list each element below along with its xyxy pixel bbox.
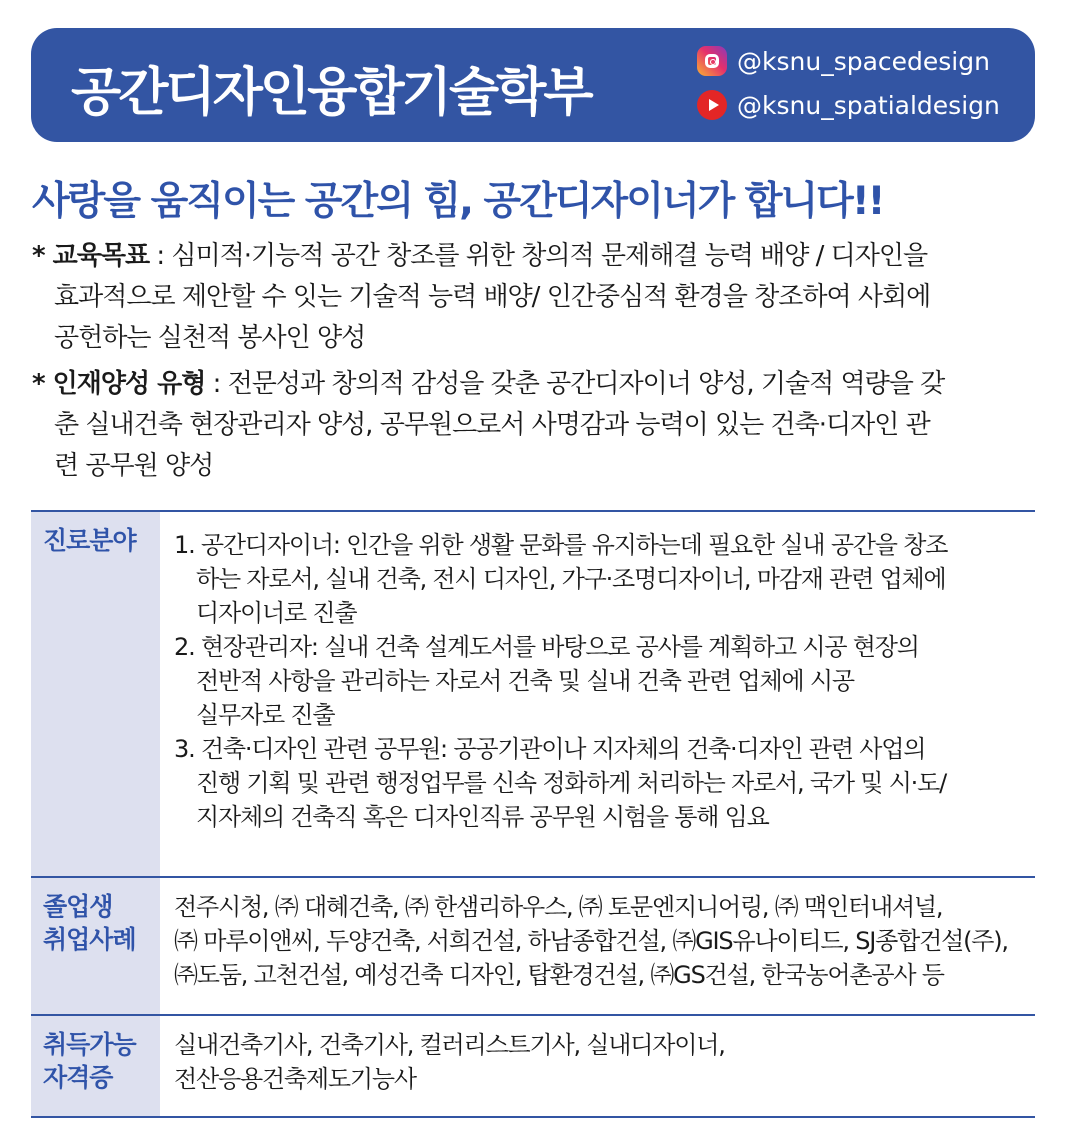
employment-head: [31, 878, 160, 1014]
employment-head-line: 졸업생: [43, 892, 113, 921]
career-content: [160, 512, 1035, 876]
certs-head-line: 자격증: [43, 1063, 113, 1092]
career-line: 지자체의 건축직 혹은 디자인직류 공무원 시험을 통해 임요: [196, 803, 769, 831]
certs-line: 전산응용건축제도기능사: [174, 1065, 416, 1093]
talent-type-line: 련 공무원 양성: [54, 451, 214, 481]
career-line: 진행 기획 및 관련 행정업무를 신속 정화하게 처리하는 자로서, 국가 및 시·도/: [196, 769, 946, 797]
career-head: 진로분야: [31, 512, 160, 876]
career-line: 전반적 사항을 관리하는 자로서 건축 및 실내 건축 관련 업체에 시공: [196, 667, 854, 695]
instagram-handle: @ksnu_spacedesign: [737, 46, 990, 76]
info-table: [31, 510, 1035, 1118]
education-goal: [32, 236, 1042, 359]
career-row: [31, 510, 1035, 876]
education-goal-label: * 교육목표: [32, 241, 150, 271]
youtube-handle: @ksnu_spatialdesign: [737, 90, 1000, 120]
certs-head: [31, 1016, 160, 1116]
education-goal-line: : 심미적·기능적 공간 창조를 위한 창의적 문제해결 능력 배양 / 디자인을: [149, 241, 928, 271]
employment-line: 전주시청, ㈜ 대혜건축, ㈜ 한샘리하우스, ㈜ 토문엔지니어링, ㈜ 맥인터내셔널,: [174, 893, 943, 921]
career-line: 하는 자로서, 실내 건축, 전시 디자인, 가구·조명디자이너, 마감재 관련 업체에: [196, 565, 946, 593]
career-line: 2. 현장관리자: 실내 건축 설계도서를 바탕으로 공사를 계획하고 시공 현장의: [174, 633, 919, 661]
instagram-icon: [697, 46, 727, 76]
employment-head-line: 취업사례: [43, 925, 136, 954]
certs-content: [160, 1016, 1035, 1116]
header-banner: [31, 28, 1035, 142]
career-line: 1. 공간디자이너: 인간을 위한 생활 문화를 유지하는데 필요한 실내 공간을 창조: [174, 531, 948, 559]
career-line: 디자이너로 진출: [196, 599, 357, 627]
talent-type-label: * 인재양성 유형: [32, 369, 206, 399]
talent-type-line: 춘 실내건축 현장관리자 양성, 공무원으로서 사명감과 능력이 있는 건축·디자인 관: [54, 410, 930, 440]
department-title: 공간디자인융합기술학부: [71, 63, 591, 123]
employment-row: [31, 876, 1035, 1014]
certs-line: 실내건축기사, 건축기사, 컬러리스트기사, 실내디자이너,: [174, 1031, 725, 1059]
employment-content: [160, 878, 1035, 1014]
headline: 사랑을 움직이는 공간의 힘, 공간디자이너가 합니다!!: [32, 179, 884, 224]
education-goal-line: 공헌하는 실천적 봉사인 양성: [54, 323, 366, 353]
certs-head-line: 취득가능: [43, 1030, 136, 1059]
talent-type-line: : 전문성과 창의적 감성을 갖춘 공간디자이너 양성, 기술적 역량을 갖: [205, 369, 945, 399]
certs-row: [31, 1014, 1035, 1118]
instagram-link[interactable]: [697, 46, 990, 76]
youtube-link[interactable]: [697, 90, 1000, 120]
education-goal-line: 효과적으로 제안할 수 잇는 기술적 능력 배양/ 인간중심적 환경을 창조하여 사회에: [54, 282, 931, 312]
career-line: 실무자로 진출: [196, 701, 335, 729]
employment-line: ㈜ 마루이앤씨, 두양건축, 서희건설, 하남종합건설, ㈜GIS유나이티드, SJ종합건설(주),: [174, 927, 1008, 955]
career-line: 3. 건축·디자인 관련 공무원: 공공기관이나 지자체의 건축·디자인 관련 사업의: [174, 735, 926, 763]
employment-line: ㈜도둠, 고천건설, 예성건축 디자인, 탑환경건설, ㈜GS건설, 한국농어촌공사 등: [174, 961, 944, 989]
talent-type: [32, 364, 1042, 487]
youtube-icon: [697, 90, 727, 120]
